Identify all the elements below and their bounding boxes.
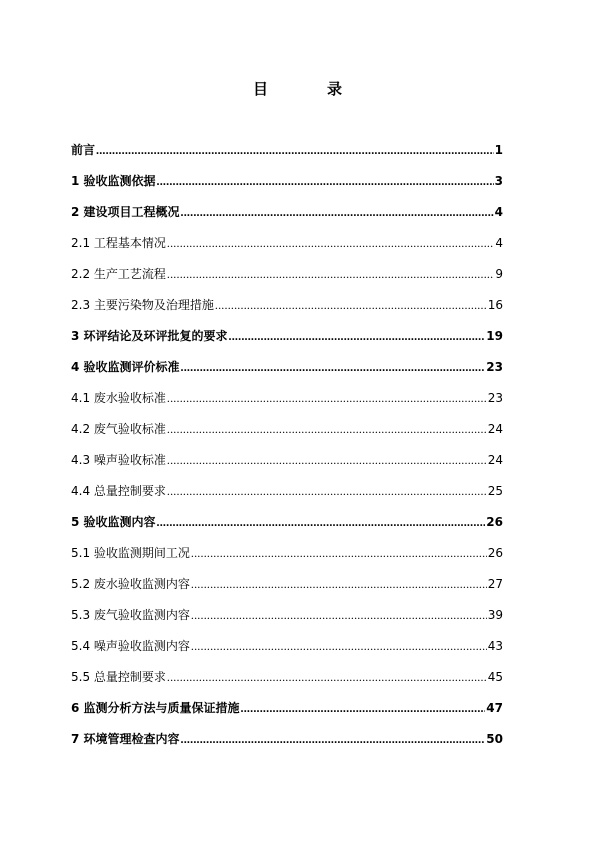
- toc-entry-label: 5.1 验收监测期间工况: [71, 546, 190, 560]
- toc-dot-leader: [241, 698, 486, 718]
- toc-entry-page-number: 24: [487, 422, 503, 436]
- toc-entry-page-number: 9: [495, 267, 503, 281]
- toc-dot-leader: [215, 295, 487, 315]
- toc-entry-page-number: 45: [487, 670, 503, 684]
- toc-entry-page-number: 3: [494, 174, 503, 188]
- toc-dot-leader: [181, 202, 494, 222]
- toc-dot-leader: [167, 233, 494, 253]
- toc-entry-label: 5.2 废水验收监测内容: [71, 577, 190, 591]
- toc-dot-leader: [157, 171, 494, 191]
- toc-entry-page-number: 24: [487, 453, 503, 467]
- toc-entry-label: 4.1 废水验收标准: [71, 391, 166, 405]
- toc-entry-label: 5.4 噪声验收监测内容: [71, 639, 190, 653]
- toc-entry-page-number: 23: [486, 360, 503, 374]
- toc-dot-leader: [191, 574, 487, 594]
- toc-entry-label: 2.3 主要污染物及治理措施: [71, 298, 214, 312]
- toc-dot-leader: [181, 729, 486, 749]
- toc-entry[interactable]: [71, 574, 503, 605]
- toc-entry-label: 4 验收监测评价标准: [71, 360, 180, 374]
- toc-entry-label: 7 环境管理检查内容: [71, 732, 180, 746]
- toc-dot-leader: [167, 419, 487, 439]
- toc-entry[interactable]: [71, 729, 503, 760]
- toc-dot-leader: [167, 481, 487, 501]
- toc-dot-leader: [167, 450, 487, 470]
- toc-entry-page-number: 50: [486, 732, 503, 746]
- toc-title: 目 录: [252, 80, 364, 98]
- toc-entry-page-number: 19: [486, 329, 503, 343]
- toc-entry[interactable]: [71, 636, 503, 667]
- toc-entry-label: 5.3 废气验收监测内容: [71, 608, 190, 622]
- toc-entry[interactable]: [71, 667, 503, 698]
- toc-entry-page-number: 26: [487, 546, 503, 560]
- toc-list: [71, 140, 503, 760]
- toc-entry-label: 4.2 废气验收标准: [71, 422, 166, 436]
- toc-entry-label: 1 验收监测依据: [71, 174, 156, 188]
- toc-entry-page-number: 1: [494, 143, 503, 157]
- toc-entry-label: 6 监测分析方法与质量保证措施: [71, 701, 240, 715]
- toc-entry-label: 4.3 噪声验收标准: [71, 453, 166, 467]
- toc-entry-label: 2.1 工程基本情况: [71, 236, 166, 250]
- toc-dot-leader: [181, 357, 486, 377]
- toc-dot-leader: [167, 388, 487, 408]
- toc-entry[interactable]: [71, 450, 503, 481]
- toc-entry-label: 3 环评结论及环评批复的要求: [71, 329, 228, 343]
- toc-entry-page-number: 23: [487, 391, 503, 405]
- toc-entry[interactable]: [71, 543, 503, 574]
- toc-entry[interactable]: [71, 605, 503, 636]
- toc-entry[interactable]: [71, 140, 503, 171]
- toc-dot-leader: [191, 605, 487, 625]
- toc-entry-label: 5 验收监测内容: [71, 515, 156, 529]
- toc-entry[interactable]: [71, 512, 503, 543]
- toc-dot-leader: [167, 264, 494, 284]
- toc-entry-page-number: 47: [486, 701, 503, 715]
- toc-entry-page-number: 4: [494, 205, 503, 219]
- toc-entry-page-number: 25: [487, 484, 503, 498]
- toc-entry[interactable]: [71, 357, 503, 388]
- toc-entry-page-number: 16: [487, 298, 503, 312]
- toc-dot-leader: [191, 543, 487, 563]
- toc-entry[interactable]: [71, 264, 503, 295]
- toc-entry[interactable]: [71, 419, 503, 450]
- toc-dot-leader: [229, 326, 486, 346]
- toc-entry-page-number: 26: [486, 515, 503, 529]
- toc-entry[interactable]: [71, 481, 503, 512]
- toc-dot-leader: [191, 636, 487, 656]
- toc-entry-label: 2.2 生产工艺流程: [71, 267, 166, 281]
- toc-entry[interactable]: [71, 326, 503, 357]
- toc-entry[interactable]: [71, 233, 503, 264]
- toc-entry-label: 前言: [71, 143, 96, 157]
- toc-entry-page-number: 27: [487, 577, 503, 591]
- toc-entry-label: 5.5 总量控制要求: [71, 670, 166, 684]
- toc-entry-page-number: 43: [487, 639, 503, 653]
- toc-entry-label: 2 建设项目工程概况: [71, 205, 180, 219]
- toc-entry-page-number: 4: [495, 236, 503, 250]
- toc-entry[interactable]: [71, 171, 503, 202]
- toc-entry[interactable]: [71, 388, 503, 419]
- toc-entry[interactable]: [71, 202, 503, 233]
- toc-dot-leader: [167, 667, 487, 687]
- toc-entry[interactable]: [71, 698, 503, 729]
- toc-entry-page-number: 39: [487, 608, 503, 622]
- toc-entry[interactable]: [71, 295, 503, 326]
- toc-dot-leader: [96, 140, 494, 160]
- toc-entry-label: 4.4 总量控制要求: [71, 484, 166, 498]
- toc-dot-leader: [157, 512, 486, 532]
